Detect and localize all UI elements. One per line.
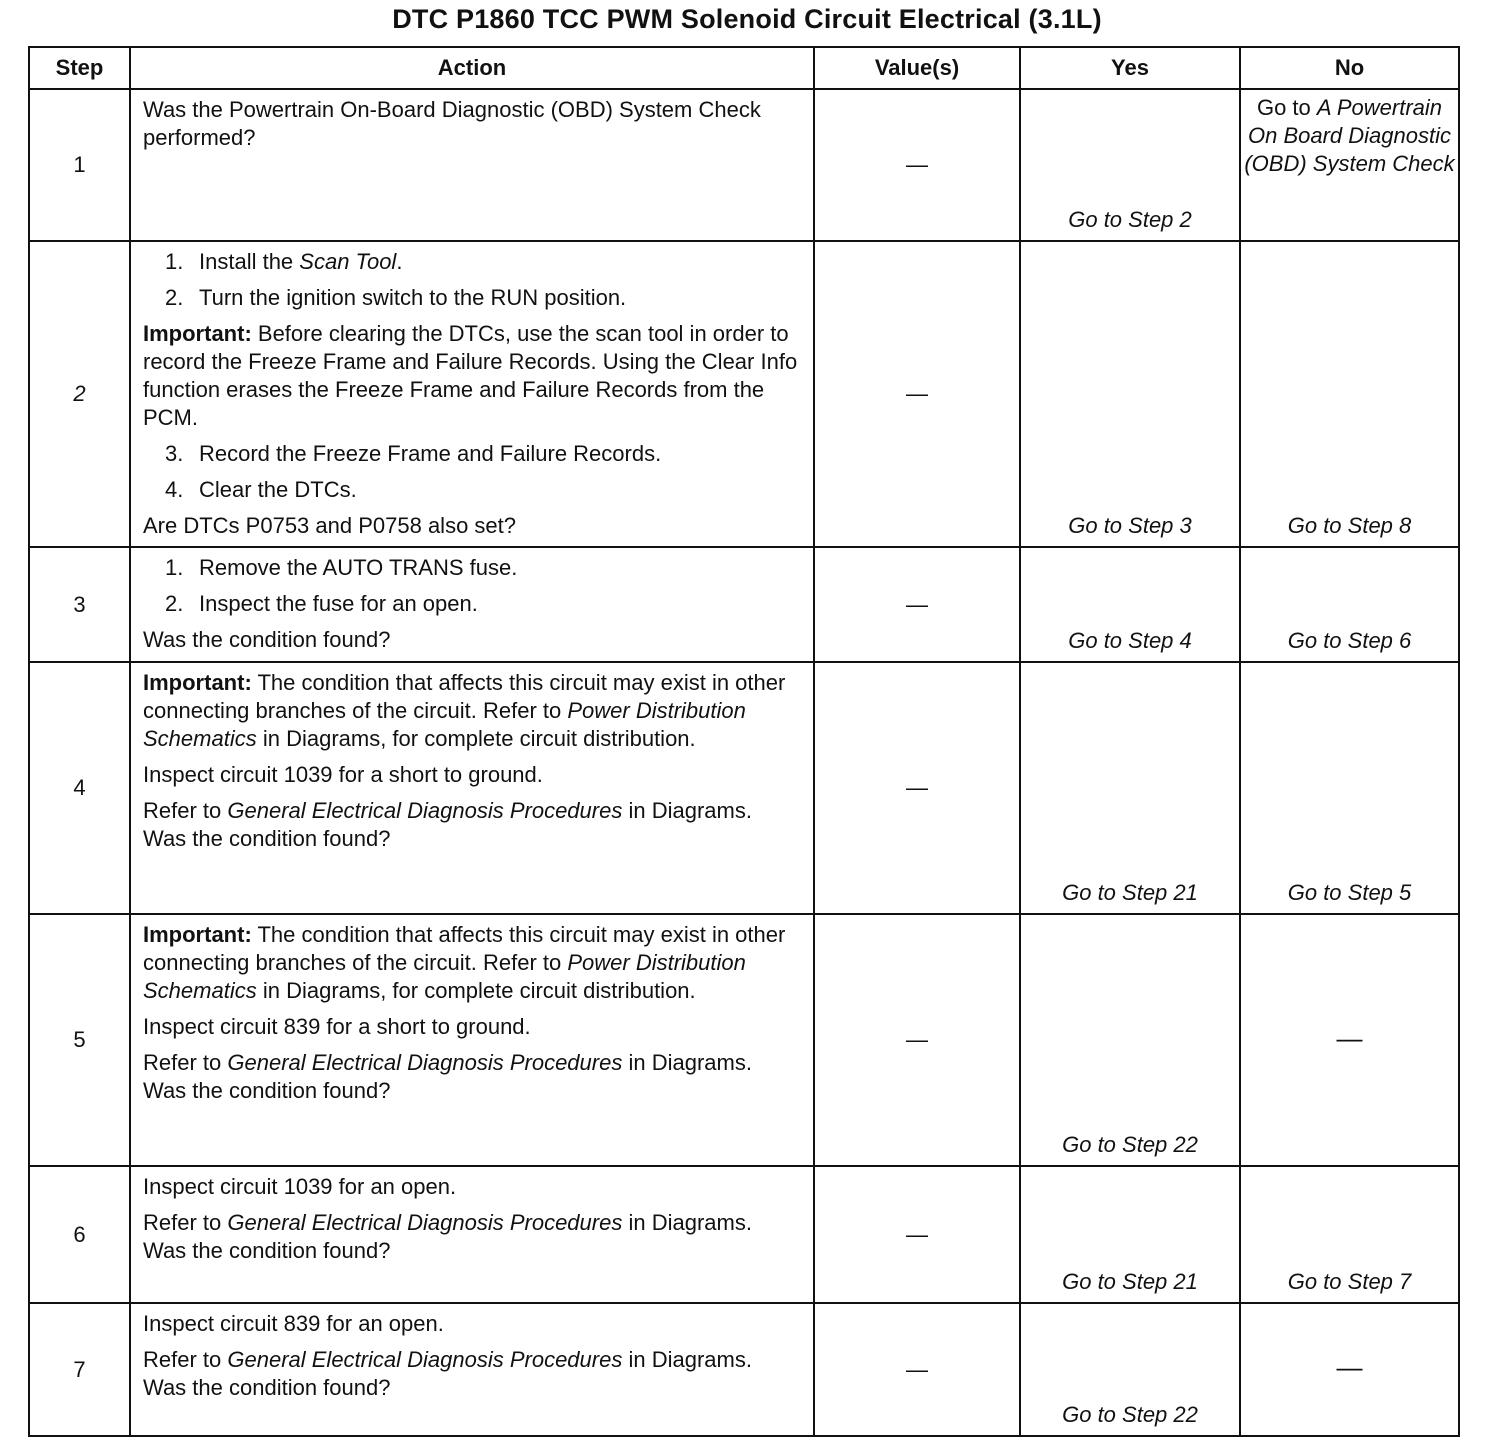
action-step-item: 2. Inspect the fuse for an open. bbox=[165, 591, 478, 616]
reference-note: Refer to General Electrical Diagnosis Procedures in Diagrams. bbox=[143, 798, 752, 823]
action-cell bbox=[130, 547, 814, 662]
table-row bbox=[29, 1303, 1459, 1436]
important-note: Important: The condition that affects this circuit may exist in other connecting branches of the circuit. Refer to Power Distribution Schematics in Diagrams, for complete circuit distribution. bbox=[143, 922, 786, 1003]
action-question: Was the condition found? bbox=[143, 826, 391, 851]
action-step-item: 2. Turn the ignition switch to the RUN position. bbox=[165, 285, 627, 310]
inspect-instruction: Inspect circuit 1039 for a short to ground. bbox=[143, 762, 543, 787]
value-cell: — bbox=[814, 241, 1020, 547]
value-cell: — bbox=[814, 89, 1020, 241]
action-cell bbox=[130, 1303, 814, 1436]
yes-cell: Go to Step 21 bbox=[1020, 662, 1240, 914]
action-question: Was the condition found? bbox=[143, 1375, 391, 1400]
inspect-instruction: Inspect circuit 1039 for an open. bbox=[143, 1174, 457, 1199]
action-question: Was the condition found? bbox=[143, 1238, 391, 1263]
table-row bbox=[29, 241, 1459, 547]
yes-cell: Go to Step 3 bbox=[1020, 241, 1240, 547]
step-number: 2 bbox=[29, 241, 130, 547]
yes-cell: Go to Step 22 bbox=[1020, 1303, 1240, 1436]
value-cell: — bbox=[814, 662, 1020, 914]
action-step-item: 3. Record the Freeze Frame and Failure Records. bbox=[165, 441, 662, 466]
reference-note: Refer to General Electrical Diagnosis Procedures in Diagrams. bbox=[143, 1347, 752, 1372]
no-cell: — bbox=[1240, 914, 1459, 1166]
action-question: Are DTCs P0753 and P0758 also set? bbox=[143, 513, 517, 538]
yes-cell: Go to Step 4 bbox=[1020, 547, 1240, 662]
reference-note: Refer to General Electrical Diagnosis Procedures in Diagrams. bbox=[143, 1050, 752, 1075]
no-text-italic: A Powertrain On Board Diagnostic (OBD) System Check bbox=[1244, 95, 1455, 176]
inspect-instruction: Inspect circuit 839 for an open. bbox=[143, 1311, 444, 1336]
step-number: 4 bbox=[29, 662, 130, 914]
header-values: Value(s) bbox=[814, 47, 1020, 89]
important-note: Important: The condition that affects this circuit may exist in other connecting branches of the circuit. Refer to Power Distribution Schematics in Diagrams, for complete circuit distribution. bbox=[143, 670, 786, 751]
action-cell bbox=[130, 241, 814, 547]
no-cell: — bbox=[1240, 1303, 1459, 1436]
no-cell: Go to Step 8 bbox=[1240, 241, 1459, 547]
value-cell: — bbox=[814, 547, 1020, 662]
step-number: 7 bbox=[29, 1303, 130, 1436]
diagnostic-table bbox=[28, 46, 1460, 1437]
value-cell: — bbox=[814, 914, 1020, 1166]
no-cell: Go to Step 7 bbox=[1240, 1166, 1459, 1303]
step-number: 1 bbox=[29, 89, 130, 241]
action-step-item: 1. Remove the AUTO TRANS fuse. bbox=[165, 555, 518, 580]
action-step-item: 4. Clear the DTCs. bbox=[165, 477, 357, 502]
no-cell: Go to Step 5 bbox=[1240, 662, 1459, 914]
action-question: Was the condition found? bbox=[143, 627, 391, 652]
yes-cell: Go to Step 21 bbox=[1020, 1166, 1240, 1303]
step-number: 5 bbox=[29, 914, 130, 1166]
table-row bbox=[29, 662, 1459, 914]
header-action: Action bbox=[130, 47, 814, 89]
action-question: Was the condition found? bbox=[143, 1078, 391, 1103]
header-no: No bbox=[1240, 47, 1459, 89]
inspect-instruction: Inspect circuit 839 for a short to ground. bbox=[143, 1014, 531, 1039]
step-number: 6 bbox=[29, 1166, 130, 1303]
action-cell bbox=[130, 914, 814, 1166]
no-cell: Go to Step 6 bbox=[1240, 547, 1459, 662]
header-yes: Yes bbox=[1020, 47, 1240, 89]
yes-cell: Go to Step 2 bbox=[1020, 89, 1240, 241]
action-cell bbox=[130, 1166, 814, 1303]
reference-note: Refer to General Electrical Diagnosis Procedures in Diagrams. bbox=[143, 1210, 752, 1235]
action-step-item: 1. Install the Scan Tool. bbox=[165, 249, 403, 274]
value-cell: — bbox=[814, 1303, 1020, 1436]
table-row bbox=[29, 914, 1459, 1166]
page-title: DTC P1860 TCC PWM Solenoid Circuit Electrical (3.1L) bbox=[392, 4, 1102, 34]
table-row bbox=[29, 1166, 1459, 1303]
value-cell: — bbox=[814, 1166, 1020, 1303]
action-question: Was the Powertrain On-Board Diagnostic (OBD) System Check performed? bbox=[143, 97, 761, 150]
no-text: Go to bbox=[1256, 95, 1317, 120]
step-number: 3 bbox=[29, 547, 130, 662]
header-step: Step bbox=[29, 47, 130, 89]
action-cell bbox=[130, 662, 814, 914]
no-cell bbox=[1240, 89, 1459, 241]
table-row bbox=[29, 89, 1459, 241]
table-row bbox=[29, 547, 1459, 662]
header-row bbox=[29, 47, 1459, 89]
action-cell bbox=[130, 89, 814, 241]
yes-cell: Go to Step 22 bbox=[1020, 914, 1240, 1166]
important-note: Important: Before clearing the DTCs, use the scan tool in order to record the Freeze Frame and Failure Records. Using the Clear Info function erases the Freeze Frame and Failure Records from the PCM. bbox=[143, 321, 798, 430]
